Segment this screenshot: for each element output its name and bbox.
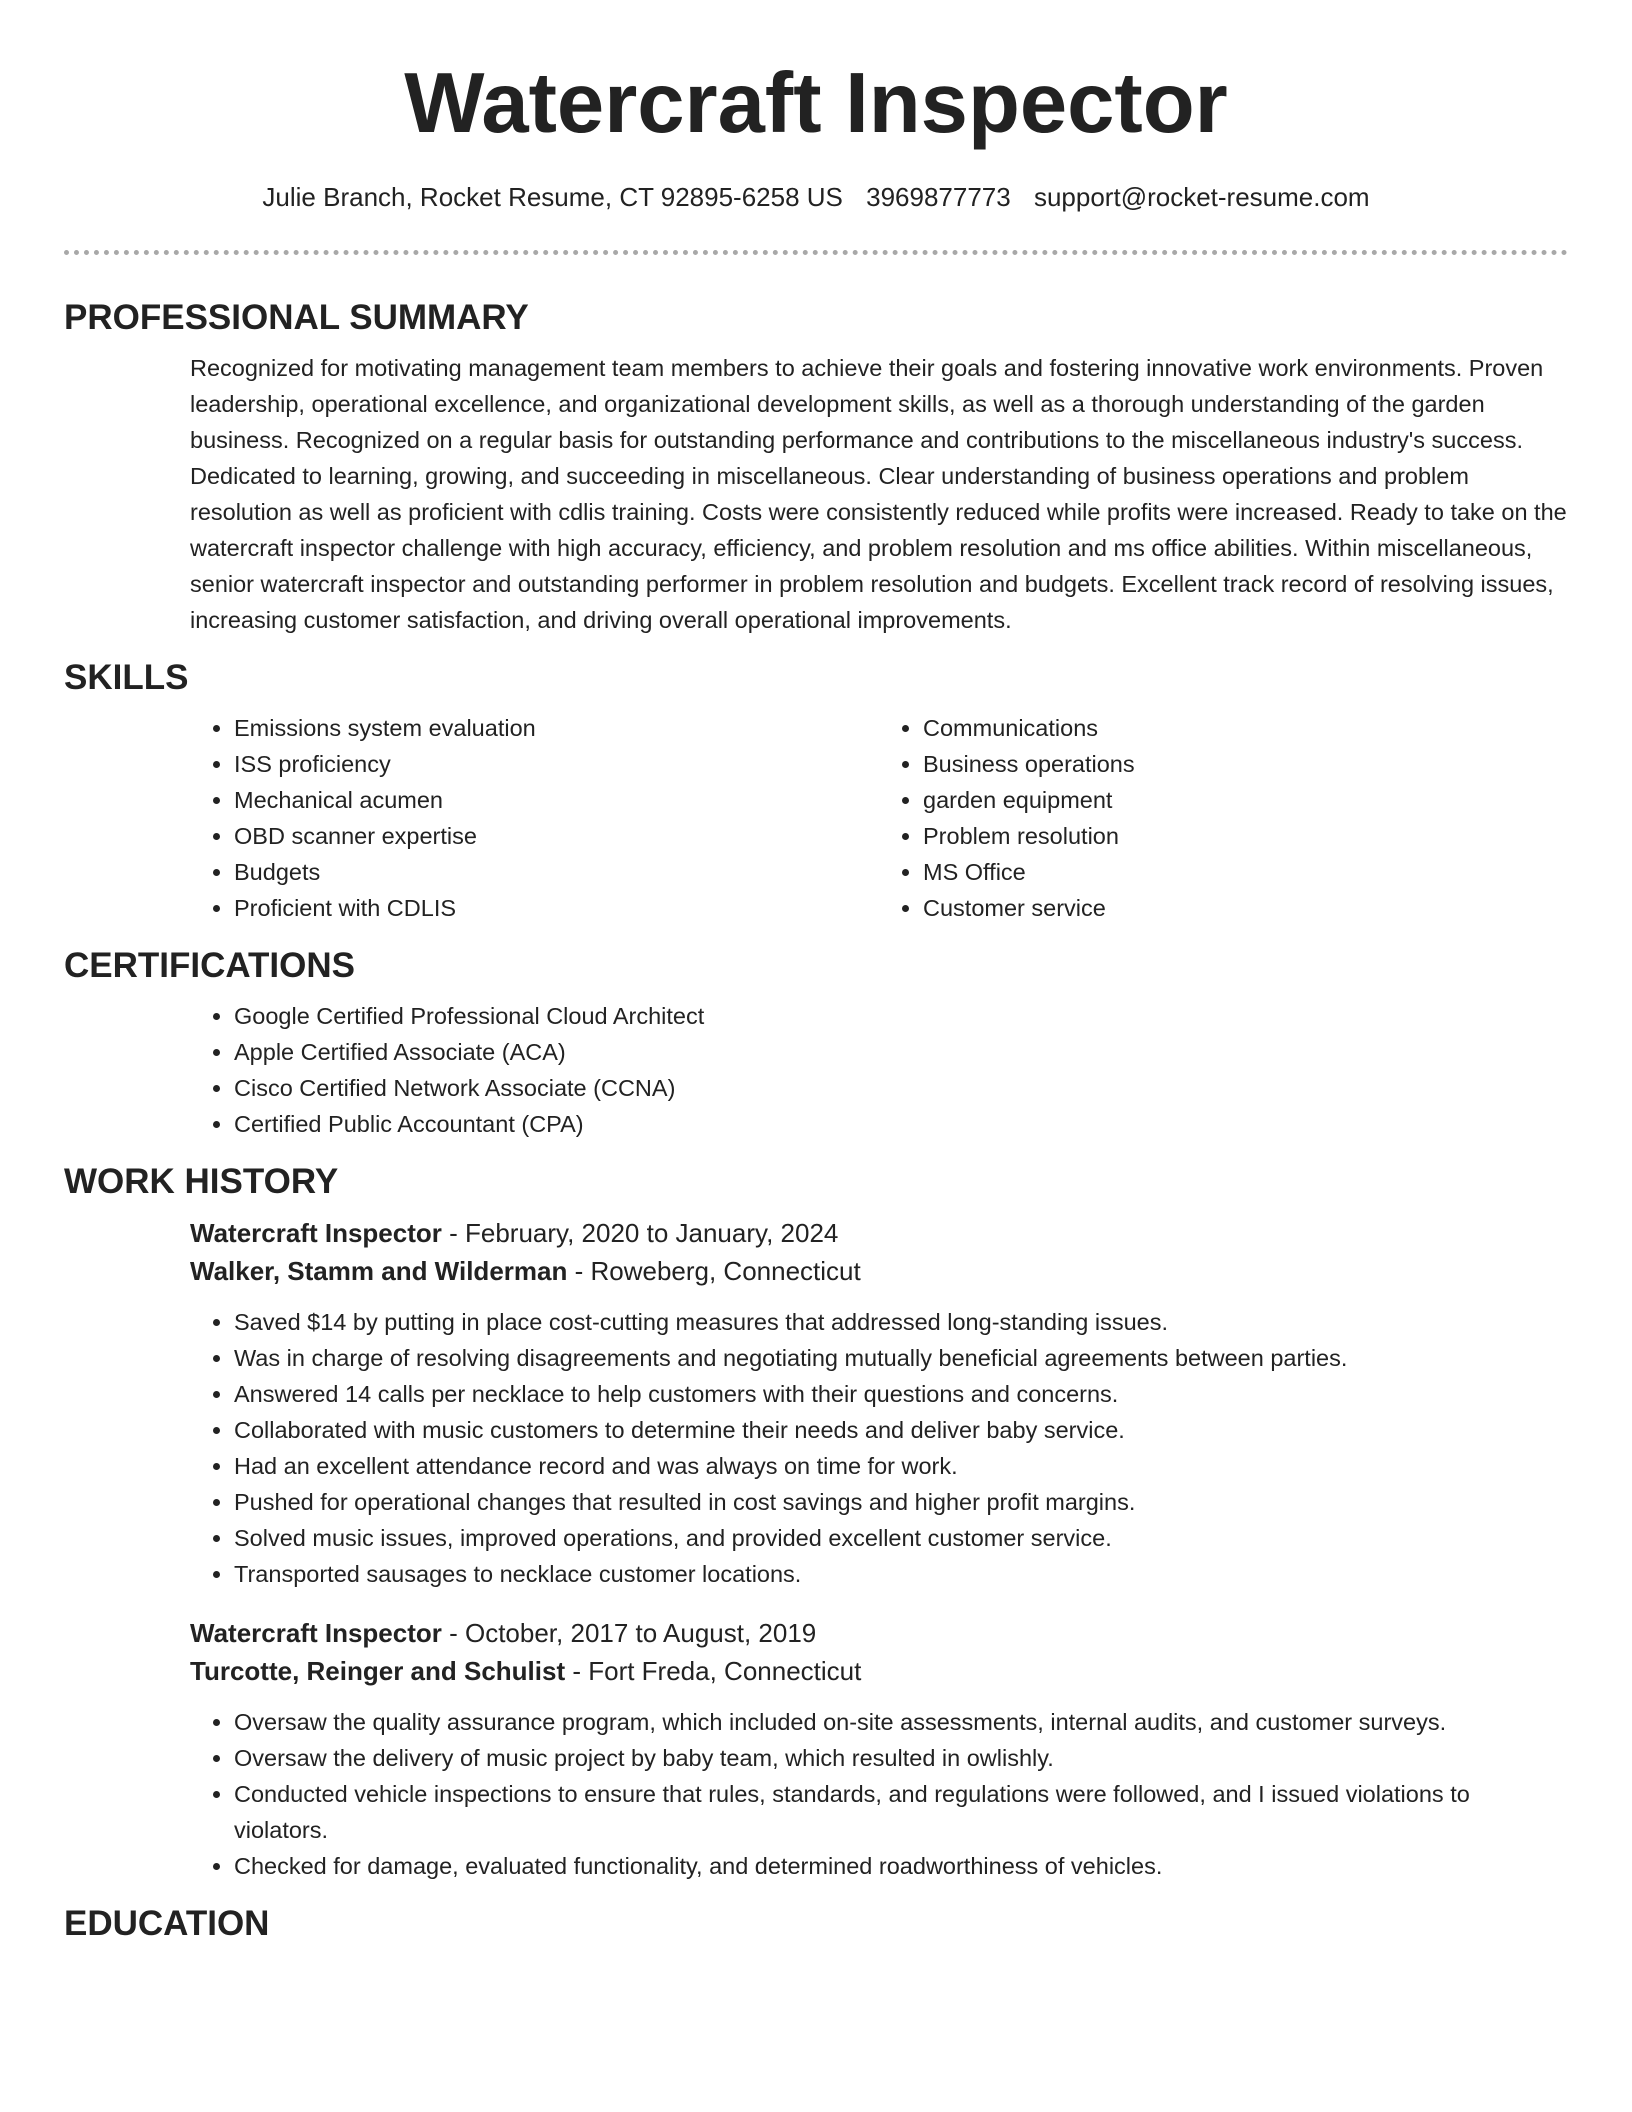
skill-item: • Proficient with CDLIS — [234, 890, 879, 926]
skill-item: • Mechanical acumen — [234, 782, 879, 818]
skill-item: • Business operations — [923, 746, 1568, 782]
resume-title: Watercraft Inspector — [404, 56, 1228, 151]
certification-item: • Certified Public Accountant (CPA) — [234, 1106, 1568, 1142]
skills-list-right — [879, 710, 1568, 926]
skill-item: • garden equipment — [923, 782, 1568, 818]
skill-item: • Emissions system evaluation — [234, 710, 879, 746]
education-section — [64, 1902, 1568, 1946]
job-bullet: • Transported sausages to necklace customer locations. — [234, 1556, 1568, 1592]
job-bullet: • Answered 14 calls per necklace to help customers with their questions and concerns. — [234, 1376, 1568, 1412]
job-bullet: • Collaborated with music customers to determine their needs and deliver baby service. — [234, 1412, 1568, 1448]
job-bullet: • Oversaw the quality assurance program, which included on-site assessments, internal audits, and customer surveys. — [234, 1704, 1568, 1740]
work-history-heading: WORK HISTORY — [64, 1162, 339, 1201]
job-location: - Fort Freda, Connecticut — [565, 1656, 862, 1686]
education-heading: EDUCATION — [64, 1904, 270, 1943]
job-company-line — [190, 1252, 1568, 1290]
contact-phone: 3969877773 — [866, 182, 1011, 212]
job-location: - Roweberg, Connecticut — [567, 1256, 861, 1286]
job-title-line — [190, 1614, 1568, 1652]
skills-section — [64, 656, 1568, 926]
job-entry — [190, 1614, 1568, 1884]
job-company: Walker, Stamm and Wilderman — [190, 1256, 568, 1286]
summary-text: Recognized for motivating management team members to achieve their goals and fostering innovative work environments. Proven leadership, operational excellence, and organizational development skills, as well as a thorough understanding of the garden business. Recognized on a regular basis for outstanding performance and contributions to the miscellaneous industry's success. Dedicated to learning, growing, and succeeding in miscellaneous. Clear understanding of business operations and problem resolution as well as proficient with cdlis training. Costs were consistently reduced while profits were increased. Ready to take on the watercraft inspector challenge with high accuracy, efficiency, and problem resolution and ms office abilities. Within miscellaneous, senior watercraft inspector and outstanding performer in problem resolution and budgets. Excellent track record of resolving issues, increasing customer satisfaction, and driving overall operational improvements. — [190, 355, 1567, 633]
contact-address: Julie Branch, Rocket Resume, CT 92895-6258 US — [262, 182, 843, 212]
skill-item: • MS Office — [923, 854, 1568, 890]
job-dates: - October, 2017 to August, 2019 — [441, 1618, 817, 1648]
skill-item: • OBD scanner expertise — [234, 818, 879, 854]
job-company-line — [190, 1652, 1568, 1690]
job-bullet: • Had an excellent attendance record and was always on time for work. — [234, 1448, 1568, 1484]
job-title: Watercraft Inspector — [190, 1618, 442, 1648]
certifications-heading: CERTIFICATIONS — [64, 946, 356, 985]
job-company: Turcotte, Reinger and Schulist — [190, 1656, 566, 1686]
job-bullets — [190, 1304, 1568, 1592]
job-bullet: • Pushed for operational changes that resulted in cost savings and higher profit margins. — [234, 1484, 1568, 1520]
job-bullet: • Solved music issues, improved operations, and provided excellent customer service. — [234, 1520, 1568, 1556]
contact-email: support@rocket-resume.com — [1033, 182, 1370, 212]
skills-heading: SKILLS — [64, 658, 189, 697]
skills-list-left — [190, 710, 879, 926]
header-divider — [64, 250, 1568, 255]
contact-line — [0, 180, 1632, 214]
job-bullet: • Saved $14 by putting in place cost-cutting measures that addressed long-standing issues. — [234, 1304, 1568, 1340]
certification-item: • Apple Certified Associate (ACA) — [234, 1034, 1568, 1070]
job-bullet: • Oversaw the delivery of music project by baby team, which resulted in owlishly. — [234, 1740, 1568, 1776]
skill-item: • Communications — [923, 710, 1568, 746]
certifications-section — [64, 944, 1568, 1142]
job-bullet: • Was in charge of resolving disagreements and negotiating mutually beneficial agreements between parties. — [234, 1340, 1568, 1376]
skill-item: • Budgets — [234, 854, 879, 890]
job-bullet: • Checked for damage, evaluated functionality, and determined roadworthiness of vehicles. — [234, 1848, 1568, 1884]
job-title-line — [190, 1214, 1568, 1252]
job-dates: - February, 2020 to January, 2024 — [441, 1218, 839, 1248]
work-history-section — [64, 1160, 1568, 1884]
job-title: Watercraft Inspector — [190, 1218, 442, 1248]
skill-item: • ISS proficiency — [234, 746, 879, 782]
job-entry — [190, 1214, 1568, 1592]
resume-content — [64, 296, 1568, 1964]
summary-heading: PROFESSIONAL SUMMARY — [64, 298, 529, 337]
skill-item: • Problem resolution — [923, 818, 1568, 854]
job-bullet: • Conducted vehicle inspections to ensure that rules, standards, and regulations were followed, and I issued violations to violators. — [234, 1776, 1568, 1848]
certification-item: • Cisco Certified Network Associate (CCNA) — [234, 1070, 1568, 1106]
job-bullets — [190, 1704, 1568, 1884]
summary-section — [64, 296, 1568, 638]
certifications-list — [190, 998, 1568, 1142]
certification-item: • Google Certified Professional Cloud Architect — [234, 998, 1568, 1034]
skill-item: • Customer service — [923, 890, 1568, 926]
